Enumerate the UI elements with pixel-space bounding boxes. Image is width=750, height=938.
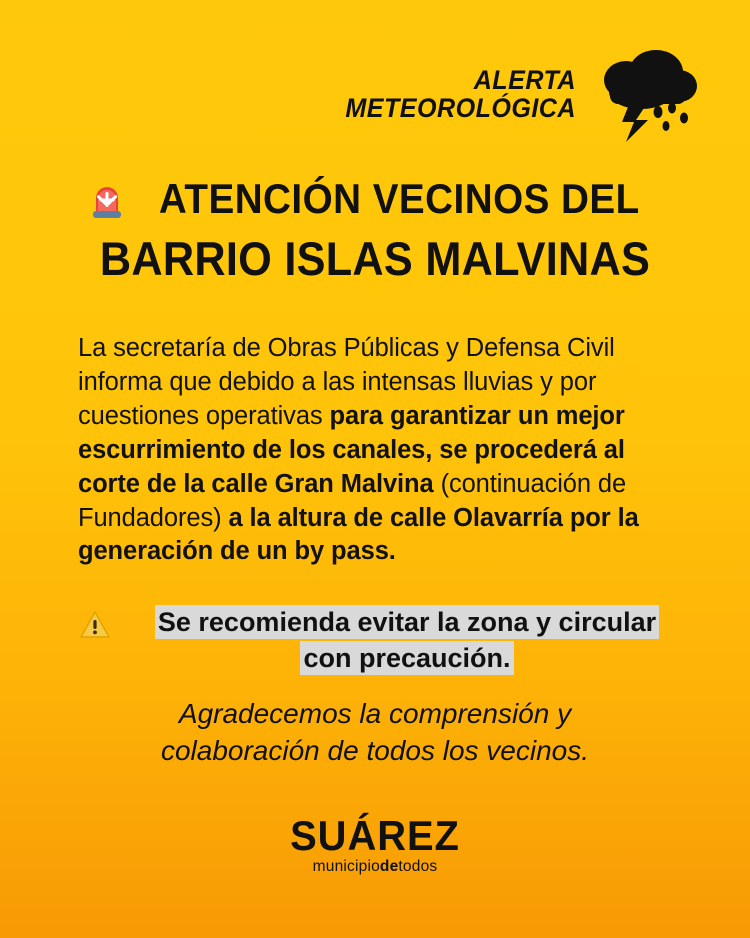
alert-header-line1: ALERTA [473,65,576,96]
logo-sub-bold: de [379,858,399,875]
siren-light-icon [90,178,124,220]
recommendation-block [80,605,692,677]
body-bold-1: para garantizar un mejor escurrimiento de los canales, se procederá al corte de la calle Gran Malvina [78,401,625,498]
title-line-2: BARRIO ISLAS MALVINAS [99,232,651,285]
logo-sub-part-1: municipio [312,858,380,875]
logo-sub-text [0,858,750,876]
thanks-line-1: Agradecemos la comprensión y [178,698,572,729]
title-line-1: ATENCIÓN VECINOS DEL [158,175,640,222]
title-line-1-wrapper [0,175,750,223]
storm-cloud-rain-lightning-icon [586,50,698,142]
alert-header-text [328,67,576,122]
body-part-1: La secretaría de Obras Públicas y Defensa Civil informa que debido a las intensas lluvias y por cuestiones operativas [78,334,615,430]
alert-header-line2: METEOROLÓGICA [345,93,576,123]
thanks-line-2: colaboración de todos los vecinos. [160,735,590,767]
body-bold-2: a la altura de calle Olavarría por la generación de un by pass. [78,503,639,566]
recommendation-line-1: Se recomienda evitar la zona y circular [157,607,657,637]
thanks-message [0,695,750,769]
recommendation-text [122,605,692,677]
alert-header [328,48,698,142]
logo-main-text: SUÁREZ [290,812,460,859]
logo-sub-part-2: todos [398,858,438,875]
recommendation-line-2: con precaución. [303,642,511,673]
body-part-2: (continuación de Fundadores) [78,469,627,532]
page-title [0,175,750,286]
body-paragraph [78,332,678,569]
municipality-logo [0,812,750,876]
warning-triangle-icon [80,611,110,638]
